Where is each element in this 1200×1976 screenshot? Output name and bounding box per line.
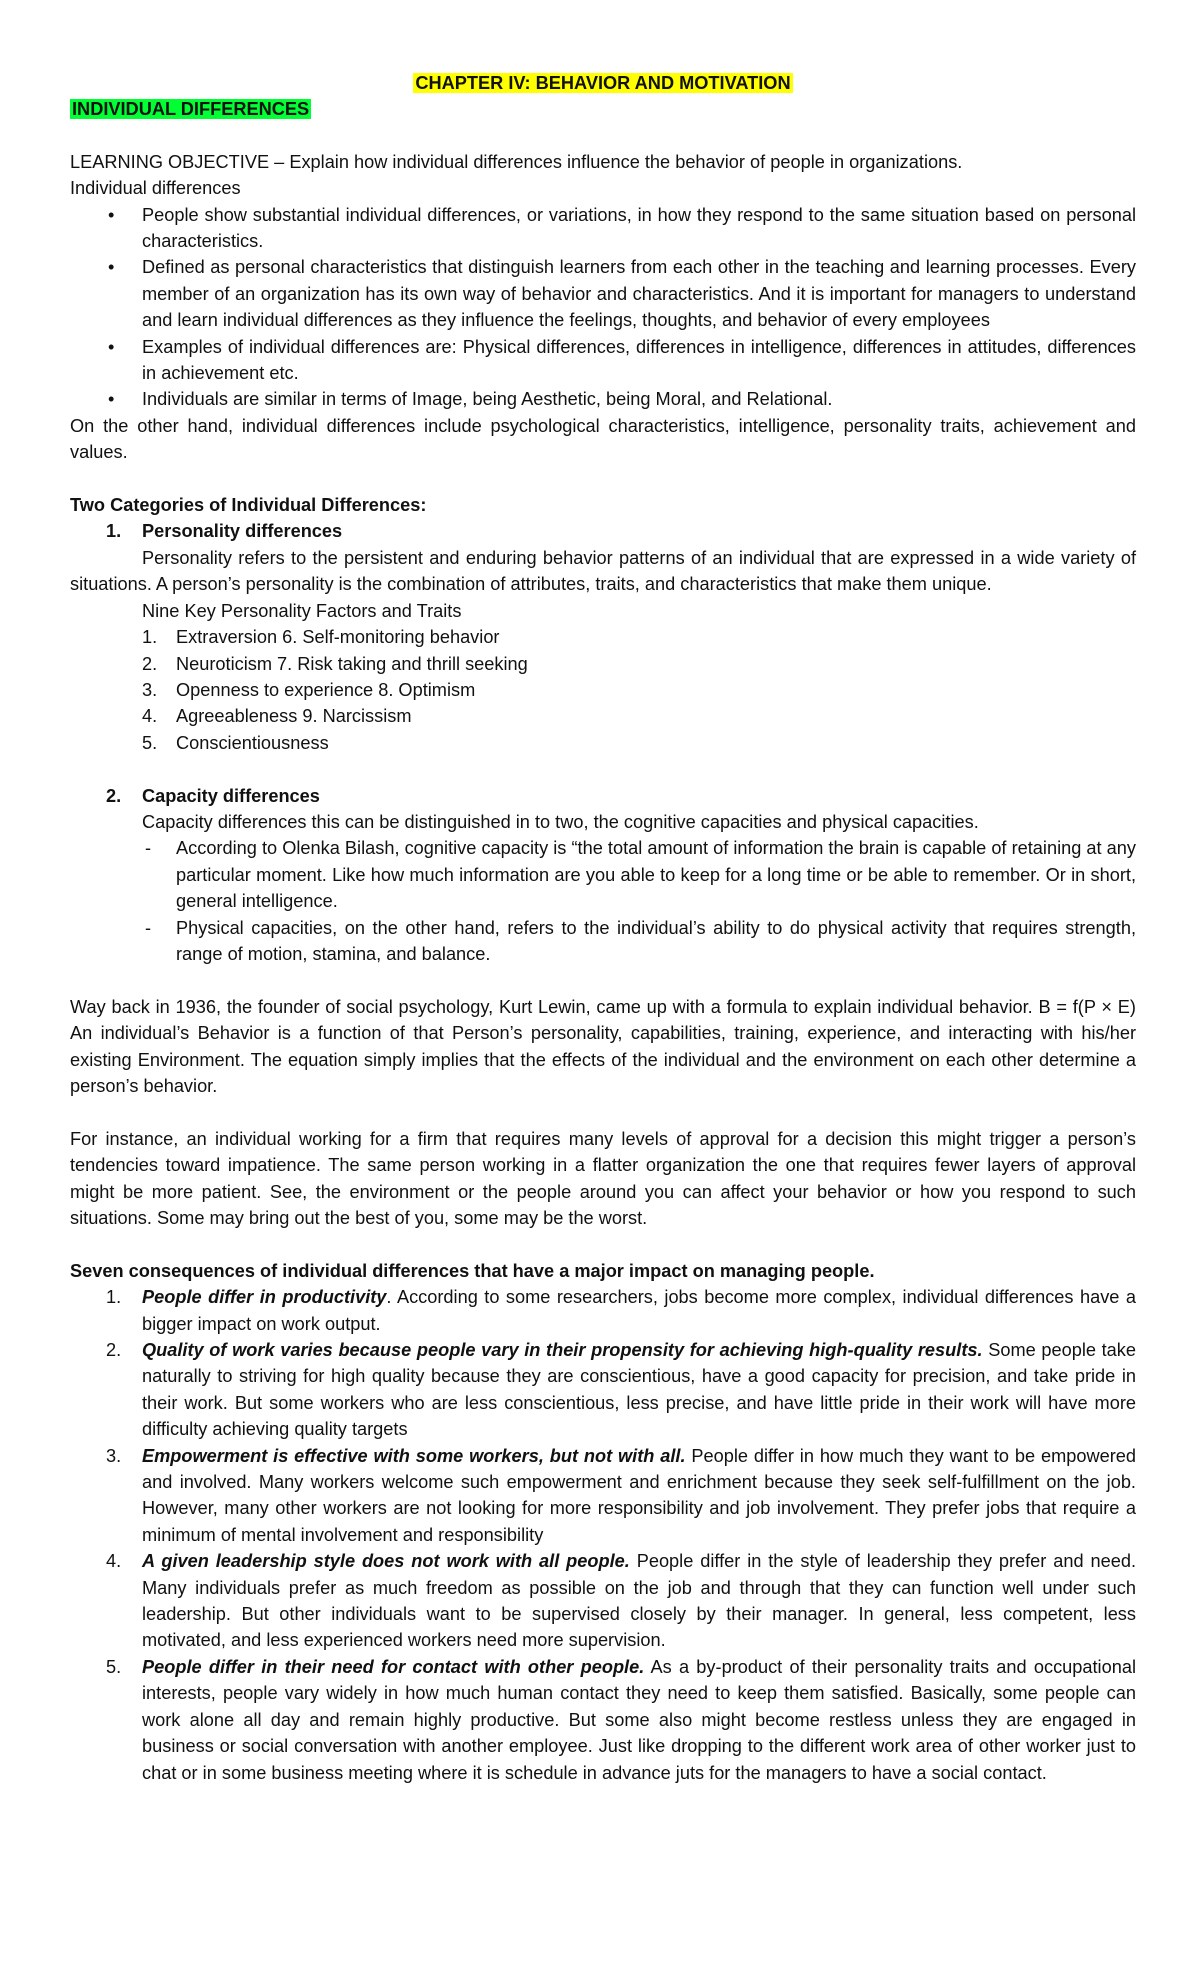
- category-title: Capacity differences: [142, 785, 320, 806]
- spacer: [70, 122, 1136, 148]
- trait-item: [70, 651, 1136, 677]
- bullet-text: People show substantial individual differences, or variations, in how they respond to the same situation based on personal characteristics.: [142, 204, 1136, 252]
- consequence-number: 4.: [106, 1551, 122, 1572]
- trait-number: 2.: [142, 653, 158, 674]
- capacity-item-text: According to Olenka Bilash, cognitive capacity is “the total amount of information the brain is capable of retaining at any particular moment. Like how much information are you able to keep for a long time or be able to remember. Or in short, general intelligence.: [176, 838, 1136, 912]
- lewin-paragraph: Way back in 1936, the founder of social psychology, Kurt Lewin, came up with a formula to explain individual behavior. B = f(P × E) An individual’s Behavior is a function of that Person’s personality, capabilities, training, experience, and interacting with his/her existing Environment. The equation simply implies that the effects of the individual and the environment on each other determine a person’s behavior.: [70, 996, 1136, 1096]
- consequence-number: 5.: [106, 1656, 122, 1677]
- individual-differences-subheading: Individual differences: [70, 178, 241, 199]
- consequence-text: People differ in how much they want to be empowered and involved. Many workers welcome such empowerment and enrichment because they seek self-fulfillment on the job. However, many other workers are not looking for more responsibility and job involvement. They prefer jobs that require a minimum of mental involvement and responsibility: [142, 1445, 1136, 1545]
- section-heading: [70, 96, 1136, 122]
- consequence-item: [70, 1443, 1136, 1549]
- category-title: Personality differences: [142, 521, 343, 542]
- bullet-icon: •: [108, 204, 115, 225]
- trait-text: Openness to experience 8. Optimism: [176, 679, 476, 700]
- bullet-text: Individuals are similar in terms of Image, being Aesthetic, being Moral, and Relational.: [142, 389, 833, 410]
- consequence-item: [70, 1548, 1136, 1654]
- consequence-item: [70, 1284, 1136, 1337]
- spacer: [70, 756, 1136, 782]
- bullet-list: [70, 202, 1136, 413]
- bullet-text: Defined as personal characteristics that distinguish learners from each other in the teaching and learning processes. Every member of an organization has its own way of behavior and characteristics. And it is important for managers to understand and learn individual differences as they influence the feelings, thoughts, and behavior of every employees: [142, 257, 1136, 331]
- trait-item: [70, 677, 1136, 703]
- consequences-heading: Seven consequences of individual differences that have a major impact on managing people.: [70, 1260, 875, 1281]
- categories-heading: Two Categories of Individual Differences:: [70, 495, 427, 516]
- trait-text: Extraversion 6. Self-monitoring behavior: [176, 627, 500, 648]
- consequence-item: [70, 1337, 1136, 1443]
- trait-item: [70, 703, 1136, 729]
- spacer: [70, 967, 1136, 993]
- category-number: 1.: [106, 521, 122, 542]
- bullet-icon: •: [108, 389, 115, 410]
- capacity-item-text: Physical capacities, on the other hand, refers to the individual’s ability to do physical activity that requires strength, range of motion, stamina, and balance.: [176, 917, 1136, 964]
- bullet-item: [70, 334, 1136, 387]
- traits-heading: Nine Key Personality Factors and Traits: [142, 600, 462, 621]
- section-heading-text: INDIVIDUAL DIFFERENCES: [72, 99, 310, 119]
- consequence-lead: Quality of work varies because people vary in their propensity for achieving high-quality results.: [142, 1340, 983, 1360]
- spacer: [70, 1099, 1136, 1125]
- trait-text: Neuroticism 7. Risk taking and thrill seeking: [176, 653, 528, 674]
- other-hand-paragraph: On the other hand, individual differences include psychological characteristics, intelligence, personality traits, achievement and values.: [70, 415, 1136, 463]
- chapter-title-text: CHAPTER IV: BEHAVIOR AND MOTIVATION: [415, 73, 791, 93]
- capacity-item: [70, 835, 1136, 914]
- consequence-number: 3.: [106, 1445, 122, 1466]
- trait-item: [70, 624, 1136, 650]
- consequence-lead: People differ in productivity: [142, 1287, 387, 1308]
- consequence-text: People differ in the style of leadership they prefer and need. Many individuals prefer as much freedom as possible on the job and through that they can function well under such leadership. But other individuals want to be supervised closely by their manager. In general, less competent, less motivated, and less experienced workers need more supervision.: [142, 1551, 1136, 1651]
- document-page: [70, 70, 1136, 1786]
- consequence-text: As a by-product of their personality traits and occupational interests, people vary widely in how much human contact they need to keep them satisfied. Basically, some people can work alone all day and remain highly productive. But some also might become restless unless they are engaged in business or social conversation with another employee. Just like dropping to the different work area of other worker just to chat or in some business meeting where it is schedule in advance juts for the managers to have a social contact.: [142, 1656, 1136, 1783]
- instance-paragraph: For instance, an individual working for a firm that requires many levels of approval for a decision this might trigger a person’s tendencies toward impatience. The same person working in a flatter organization the one that requires fewer layers of approval might be more patient. See, the environment or the people around you can affect your behavior or how you respond to such situations. Some may bring out the best of you, some may be the worst.: [70, 1128, 1136, 1228]
- trait-text: Agreeableness 9. Narcissism: [176, 706, 412, 727]
- consequence-number: 1.: [106, 1287, 122, 1308]
- learning-objective: LEARNING OBJECTIVE – Explain how individual differences influence the behavior of people in organizations.: [70, 151, 963, 172]
- category-personality-heading: [70, 518, 1136, 544]
- category-number: 2.: [106, 785, 122, 806]
- bullet-text: Examples of individual differences are: Physical differences, differences in intelligence, differences in attitudes, differences in achievement etc.: [142, 336, 1136, 384]
- trait-number: 3.: [142, 679, 158, 700]
- capacity-item: [70, 915, 1136, 968]
- trait-number: 5.: [142, 732, 158, 753]
- bullet-item: [70, 254, 1136, 333]
- trait-item: [70, 730, 1136, 756]
- trait-text: Conscientiousness: [176, 732, 329, 753]
- consequence-item: [70, 1654, 1136, 1786]
- consequence-number: 2.: [106, 1340, 122, 1360]
- dash-mark: -: [145, 838, 152, 859]
- trait-number: 4.: [142, 706, 158, 727]
- bullet-icon: •: [108, 257, 115, 278]
- personality-paragraph: Personality refers to the persistent and enduring behavior patterns of an individual that are expressed in a wide variety of situations. A person’s personality is the combination of attributes, traits, and characteristics that make them unique.: [70, 547, 1136, 595]
- consequence-lead: Empowerment is effective with some workers, but not with all.: [142, 1445, 686, 1466]
- dash-mark: -: [145, 917, 152, 938]
- trait-number: 1.: [142, 627, 158, 648]
- consequence-lead: People differ in their need for contact with other people.: [142, 1656, 645, 1677]
- consequence-text: . According to some researchers, jobs become more complex, individual differences have a bigger impact on work output.: [142, 1287, 1136, 1334]
- spacer: [70, 1231, 1136, 1257]
- bullet-icon: •: [108, 336, 115, 357]
- spacer: [70, 466, 1136, 492]
- category-capacity-heading: [70, 783, 1136, 809]
- bullet-item: [70, 202, 1136, 255]
- chapter-title: [70, 70, 1136, 96]
- consequence-lead: A given leadership style does not work with all people.: [142, 1551, 630, 1572]
- bullet-item: [70, 386, 1136, 412]
- capacity-paragraph: Capacity differences this can be distinguished in to two, the cognitive capacities and physical capacities.: [142, 811, 979, 832]
- consequence-text: Some people take naturally to striving for high quality because they are conscientious, have a good capacity for precision, and take pride in their work. But some workers who are less conscientious, less precise, and have little pride in their work will have more difficulty achieving quality targets: [142, 1340, 1136, 1440]
